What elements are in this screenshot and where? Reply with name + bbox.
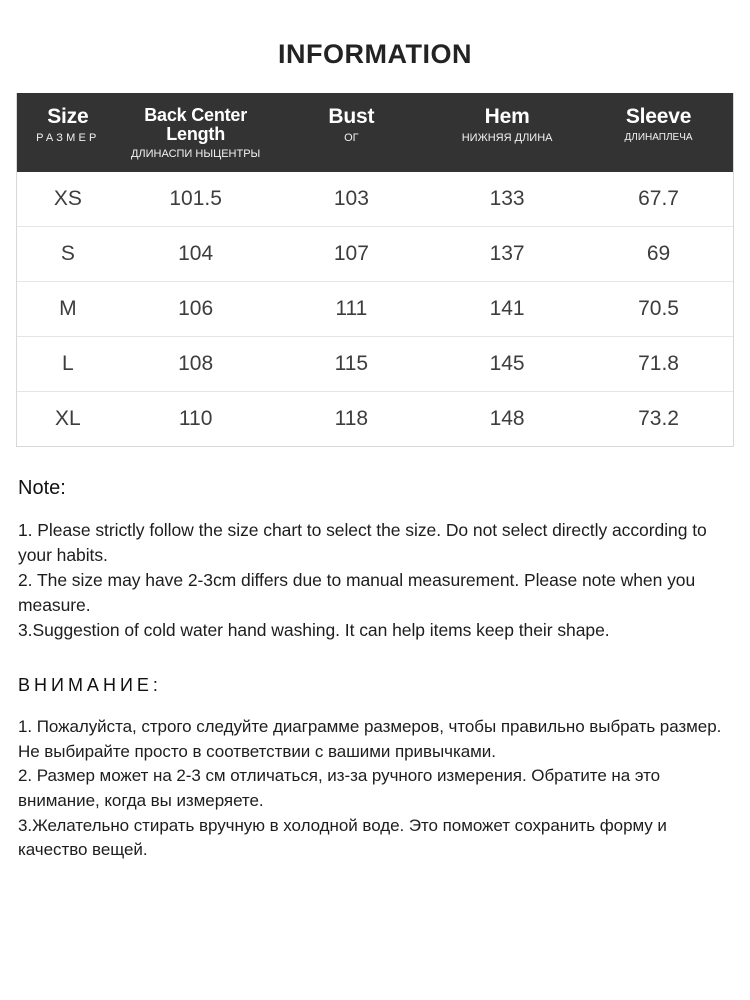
cell-back-center-length: 110 [119,392,273,447]
note-item: 1. Пожалуйста, строго следуйте диаграмме размеров, чтобы правильно выбрать размер. Не выбирайте просто в соответствии с вашими привычками. [18,717,722,761]
cell-sleeve: 73.2 [584,392,733,447]
table-row [17,282,733,337]
cell-size: S [17,227,119,282]
cell-sleeve: 69 [584,227,733,282]
note-item: 3.Желательно стирать вручную в холодной воде. Это поможет сохранить форму и качество вещей. [18,815,667,860]
cell-hem: 145 [430,337,584,392]
table-header-row [17,93,733,172]
cell-size: XS [53,187,82,211]
notes-ru-heading: ВНИМАНИЕ: [18,675,162,696]
cell-sleeve: 67.7 [638,187,679,211]
column-header-sleeve-ru: ДЛИНАПЛЕЧА [624,131,693,143]
cell-back-center-length: 106 [119,282,273,337]
table-row [17,392,733,447]
column-header-hem-ru: НИЖНЯЯ ДЛИНА [461,131,553,144]
column-header-back-center-length-ru: ДЛИНАСПИ НЫЦЕНТРЫ [130,147,261,160]
cell-back-center-length: 101.5 [169,187,222,211]
page-title: INFORMATION [278,39,472,69]
cell-hem: 133 [489,187,525,211]
cell-bust: 118 [273,392,431,447]
column-header-size-ru: РАЗМЕР [36,131,100,144]
cell-hem: 148 [430,392,584,447]
cell-back-center-length: 104 [119,227,273,282]
cell-bust: 107 [273,227,431,282]
cell-hem: 137 [430,227,584,282]
table-row [17,337,733,392]
note-item: 1. Please strictly follow the size chart to select the size. Do not select directly according to your habits. [18,520,707,566]
notes-section [18,447,732,863]
column-header-bust-en: Bust [328,105,375,128]
column-header-bust [273,93,431,172]
table-header [17,93,733,172]
column-header-size-en: Size [47,105,89,128]
table-body [17,172,733,446]
size-chart-table-container [16,93,734,447]
column-header-sleeve-en: Sleeve [625,105,692,128]
column-header-hem-en: Hem [484,105,530,128]
column-header-hem [430,93,584,172]
cell-sleeve: 70.5 [584,282,733,337]
cell-bust: 111 [273,282,431,337]
notes-en-body [18,500,732,642]
cell-size: L [17,337,119,392]
note-item: 3.Suggestion of cold water hand washing. It can help items keep their shape. [18,619,610,640]
table-row [17,172,733,227]
notes-en-heading: Note: [18,477,66,500]
cell-hem: 141 [430,282,584,337]
size-chart-table [17,93,733,446]
column-header-back-center-length [119,93,273,172]
column-header-back-center-length-en: Back Center Length [144,105,248,145]
cell-bust: 103 [333,187,369,211]
note-item: 2. Размер может на 2-3 см отличаться, из-за ручного измерения. Обратите на это внимание, когда вы измеряете. [18,766,661,810]
cell-size: M [17,282,119,337]
column-header-sleeve [584,93,733,172]
note-item: 2. The size may have 2-3cm differs due to manual measurement. Please note when you measure. [18,569,696,615]
column-header-bust-ru: ОГ [344,131,359,144]
cell-size: XL [17,392,119,447]
table-row [17,227,733,282]
cell-bust: 115 [273,337,431,392]
notes-ru-body [18,697,732,863]
cell-sleeve: 71.8 [584,337,733,392]
column-header-size [17,93,119,172]
cell-back-center-length: 108 [119,337,273,392]
